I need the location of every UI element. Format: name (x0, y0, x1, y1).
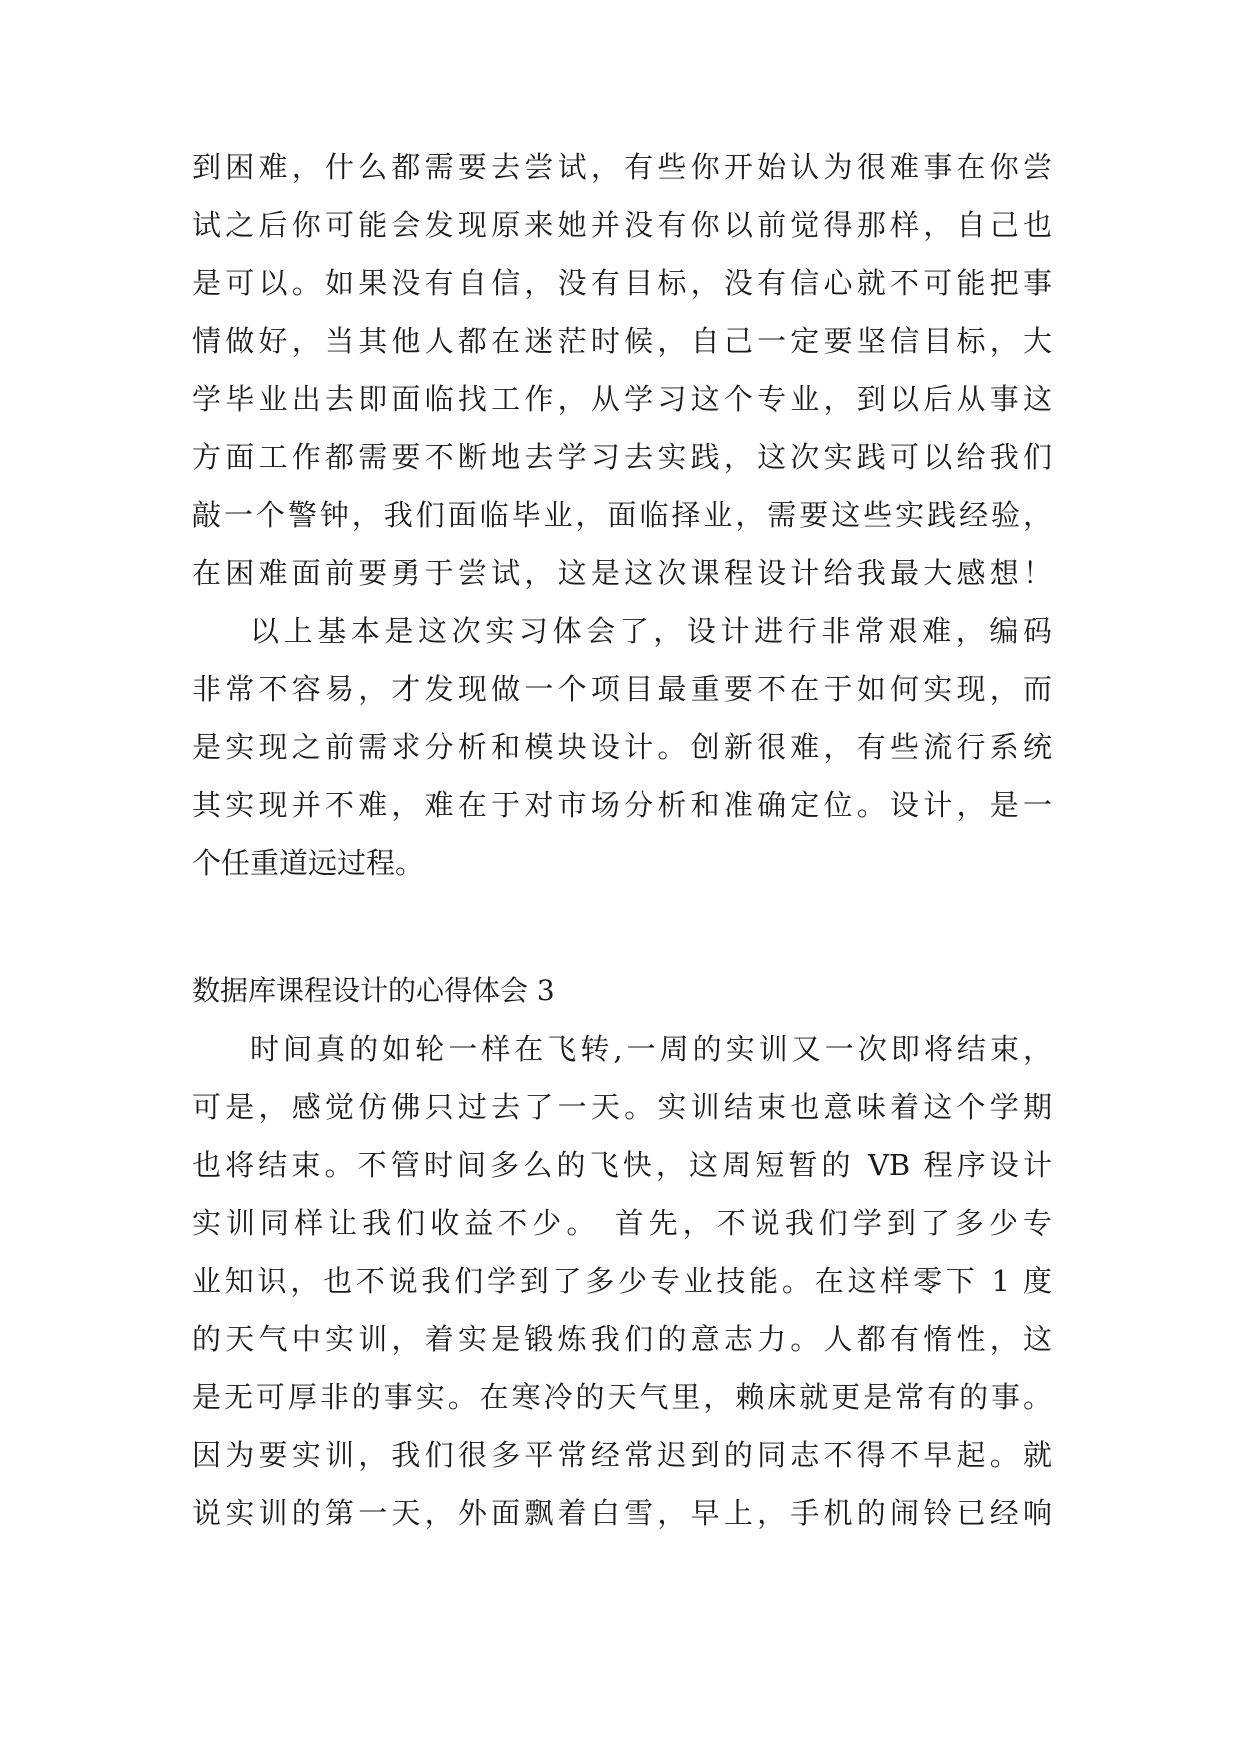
text-line: 业知识，也不说我们学到了多少专业技能。在这样零下 1 度 (192, 1264, 1052, 1298)
text-line: 非常不容易，才发现做一个项目最重要不在于如何实现，而 (192, 672, 1052, 706)
text-line: 也将结束。不管时间多么的飞快，这周短暂的 VB 程序设计 (192, 1148, 1052, 1182)
text-line: 个任重道远过程。 (192, 846, 425, 880)
text-line: 是可以。如果没有自信，没有目标，没有信心就不可能把事 (192, 266, 1052, 300)
text-line: 学毕业出去即面临找工作，从学习这个专业，到以后从事这 (192, 382, 1052, 416)
text-line: 时间真的如轮一样在飞转,一周的实训又一次即将结束， (250, 1032, 1052, 1066)
text-line: 情做好，当其他人都在迷茫时候，自己一定要坚信目标，大 (192, 324, 1052, 358)
section-heading: 数据库课程设计的心得体会 3 (192, 974, 555, 1007)
text-line: 以上基本是这次实习体会了，设计进行非常艰难，编码 (250, 614, 1052, 648)
text-line: 说实训的第一天，外面飘着白雪，早上，手机的闹铃已经响 (192, 1496, 1052, 1530)
text-line: 在困难面前要勇于尝试，这是这次课程设计给我最大感想！ (192, 556, 1052, 590)
text-line: 其实现并不难，难在于对市场分析和准确定位。设计，是一 (192, 788, 1052, 822)
text-line: 的天气中实训，着实是锻炼我们的意志力。人都有惰性，这 (192, 1322, 1052, 1356)
text-line: 实训同样让我们收益不少。 首先，不说我们学到了多少专 (192, 1206, 1052, 1240)
text-line: 试之后你可能会发现原来她并没有你以前觉得那样，自己也 (192, 208, 1052, 242)
text-line: 是无可厚非的事实。在寒冷的天气里，赖床就更是常有的事。 (192, 1380, 1052, 1414)
text-line: 敲一个警钟，我们面临毕业，面临择业，需要这些实践经验， (192, 498, 1052, 532)
text-line: 是实现之前需求分析和模块设计。创新很难，有些流行系统 (192, 730, 1052, 764)
text-line: 到困难，什么都需要去尝试，有些你开始认为很难事在你尝 (192, 150, 1052, 184)
text-line: 因为要实训，我们很多平常经常迟到的同志不得不早起。就 (192, 1438, 1052, 1472)
text-line: 可是，感觉仿佛只过去了一天。实训结束也意味着这个学期 (192, 1090, 1052, 1124)
text-line: 方面工作都需要不断地去学习去实践，这次实践可以给我们 (192, 440, 1052, 474)
